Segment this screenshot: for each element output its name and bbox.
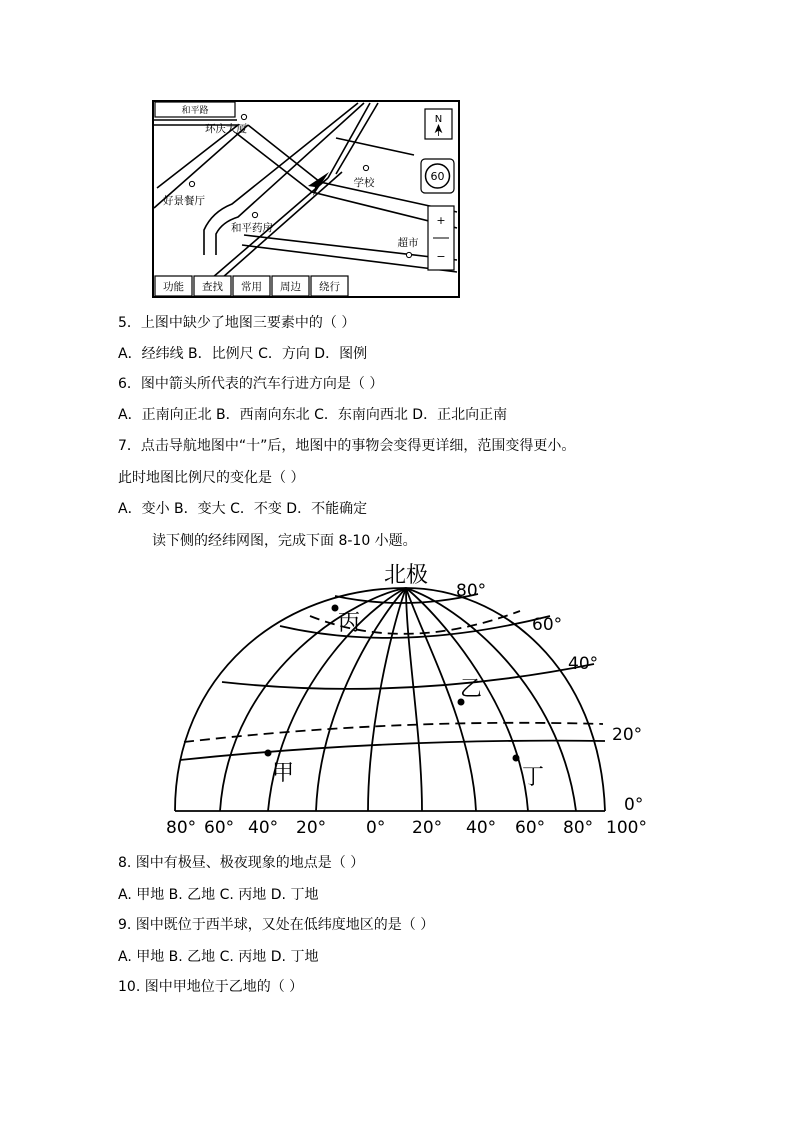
question-8: 8. 图中有极昼、极夜现象的地点是（ ） <box>118 855 365 871</box>
road-sign-label: 和平路 <box>181 106 209 116</box>
question-7: 7．点击导航地图中“十”后，地图中的事物会变得更详细，范围变得更小。 <box>118 438 576 454</box>
toolbar-detour-button[interactable]: 绕行 <box>319 281 340 293</box>
question-5-options: A．经纬线 B．比例尺 C．方向 D．图例 <box>118 346 368 362</box>
toolbar-search-button[interactable]: 查找 <box>202 281 223 293</box>
lat-label-80: 80° <box>456 581 487 601</box>
point-ding-label: 丁 <box>522 765 545 790</box>
place-haojing: 好景餐厅 <box>163 195 205 207</box>
zoom-in-button[interactable]: + <box>436 214 446 227</box>
lon-label-80e: 80° <box>563 818 594 838</box>
lat-label-20: 20° <box>612 725 643 745</box>
point-bing-label: 丙 <box>338 611 361 636</box>
toolbar-function-button[interactable]: 功能 <box>163 281 184 293</box>
lon-label-80w: 80° <box>166 818 197 838</box>
lon-label-40w: 40° <box>248 818 279 838</box>
lon-label-20e: 20° <box>412 818 443 838</box>
point-jia-label: 甲 <box>272 761 295 786</box>
lat-label-60: 60° <box>532 615 563 635</box>
question-6-options: A．正南向正北 B．西南向东北 C．东南向西北 D．正北向正南 <box>118 407 508 423</box>
speed-limit-sign: 60 <box>430 170 445 183</box>
point-yi-label: 乙 <box>460 677 483 702</box>
lon-label-60w: 60° <box>204 818 235 838</box>
lat-label-40: 40° <box>568 654 599 674</box>
zoom-out-button[interactable]: − <box>436 250 446 263</box>
question-5: 5．上图中缺少了地图三要素中的（ ） <box>118 315 356 331</box>
place-school: 学校 <box>353 177 375 189</box>
question-9: 9. 图中既位于西半球，又处在低纬度地区的是（ ） <box>118 917 435 933</box>
toolbar-common-button[interactable]: 常用 <box>241 281 262 293</box>
place-huanqing: 环庆大厦 <box>205 123 247 135</box>
question-7-continued: 此时地图比例尺的变化是（ ） <box>118 470 305 486</box>
graticule-map <box>160 556 660 841</box>
place-heping-pharmacy: 和平药房 <box>231 222 273 234</box>
toolbar-nearby-button[interactable]: 周边 <box>280 281 301 293</box>
lon-label-40e: 40° <box>466 818 497 838</box>
lon-label-100e: 100° <box>606 818 647 838</box>
lon-label-60e: 60° <box>515 818 546 838</box>
north-pole-label: 北极 <box>383 563 429 588</box>
question-9-options: A. 甲地 B. 乙地 C. 丙地 D. 丁地 <box>118 949 319 965</box>
question-6: 6．图中箭头所代表的汽车行进方向是（ ） <box>118 376 384 392</box>
toolbar <box>155 276 348 296</box>
lon-label-0: 0° <box>366 818 386 838</box>
question-10: 10. 图中甲地位于乙地的（ ） <box>118 979 304 995</box>
question-8-options: A. 甲地 B. 乙地 C. 丙地 D. 丁地 <box>118 887 319 903</box>
north-label: N <box>434 114 443 125</box>
navigation-map <box>152 100 460 298</box>
grid-map-instruction: 读下侧的经纬网图，完成下面 8-10 小题。 <box>152 533 417 549</box>
question-7-options: A．变小 B．变大 C．不变 D．不能确定 <box>118 501 368 517</box>
lat-label-0: 0° <box>624 795 644 815</box>
lon-label-20w: 20° <box>296 818 327 838</box>
place-supermarket: 超市 <box>397 237 419 249</box>
